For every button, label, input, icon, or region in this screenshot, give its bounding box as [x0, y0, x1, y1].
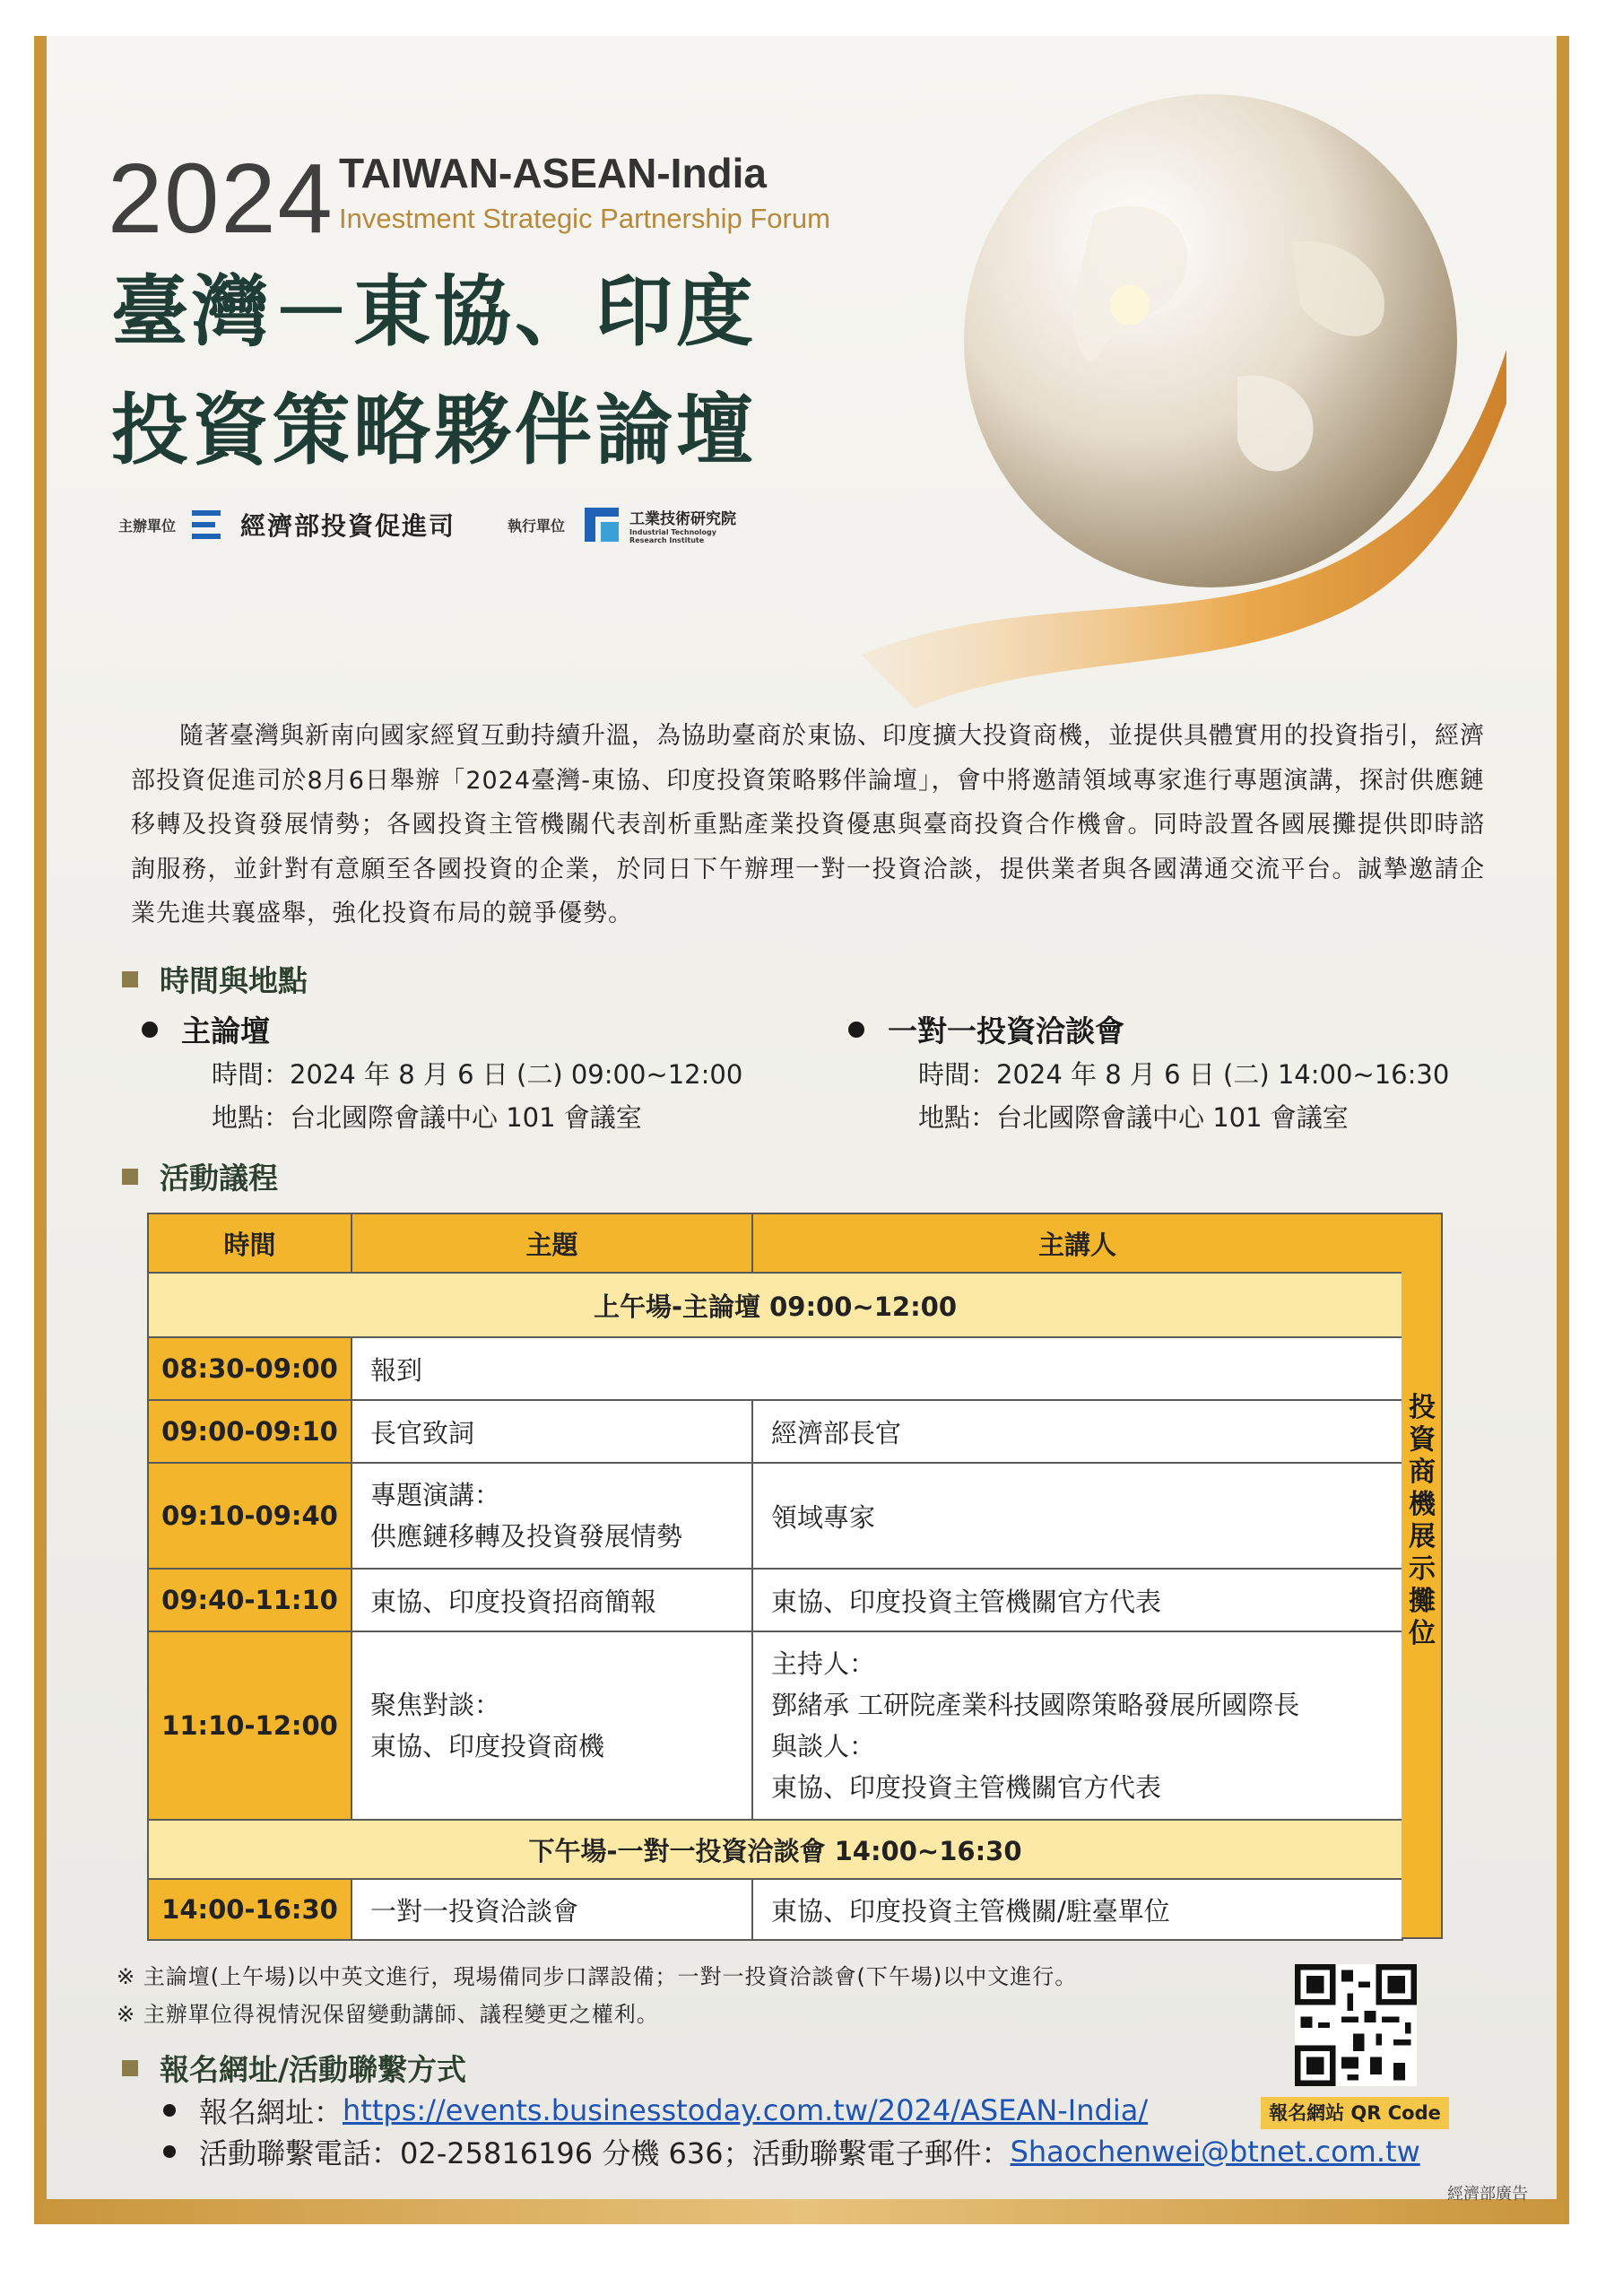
- side-char: 展: [1409, 1521, 1436, 1552]
- bullet-icon: [142, 1022, 158, 1038]
- registration-row: [163, 2090, 1148, 2131]
- agenda-table: [147, 1213, 1403, 1941]
- col-header-time: 時間: [148, 1213, 352, 1273]
- row-speaker: 東協、印度投資主管機關/駐臺單位: [752, 1879, 1402, 1940]
- table-row: [148, 1400, 1402, 1463]
- table-row: [148, 1337, 1402, 1400]
- executor-name-en-1: Industrial Technology: [629, 527, 716, 536]
- col-header-topic: 主題: [352, 1213, 752, 1273]
- main-forum-heading: [142, 1008, 270, 1050]
- registration-link[interactable]: https://events.businesstoday.com.tw/2024/ASEAN-India/: [343, 2093, 1149, 2127]
- row-speaker: 領域專家: [752, 1463, 1402, 1569]
- row-time: 09:40-11:10: [148, 1569, 352, 1631]
- row-topic-line2: 東協、印度投資商機: [370, 1731, 605, 1761]
- row-topic: 報到: [352, 1337, 1402, 1400]
- intro-paragraph: 隨著臺灣與新南向國家經貿互動持續升溫，為協助臺商於東協、印度擴大投資商機，並提供具體實用的投資指引，經濟部投資促進司於8月6日舉辦「2024臺灣-東協、印度投資策略夥伴論壇」，會中將邀請領域專家進行專題演講，探討供應鏈移轉及投資發展情勢；各國投資主管機關代表剖析重點產業投資優惠與臺商投資合作機會。同時設置各國展攤提供即時諮詢服務，並針對有意願至各國投資的企業，於同日下午辦理一對一投資洽談，提供業者與各國溝通交流平台。誠摯邀請企業先進共襄盛舉，強化投資布局的競爭優勢。: [131, 722, 1485, 927]
- title-zh-line2: 投資策略夥伴論壇: [111, 386, 757, 475]
- title-en-line2: Investment Strategic Partnership Forum: [339, 203, 830, 234]
- table-row: [148, 1463, 1402, 1569]
- moea-logo-icon: [192, 509, 221, 541]
- note-rights: ※ 主辦單位得視情況保留變動講師、議程變更之權利。: [117, 2002, 659, 2027]
- bullet-icon: [163, 2145, 176, 2158]
- row-speaker: [752, 1631, 1402, 1820]
- ministry-ad-tag: 經濟部廣告: [1447, 2185, 1528, 2204]
- side-char: 商: [1409, 1457, 1436, 1488]
- table-row: [148, 1879, 1402, 1940]
- row-topic: 東協、印度投資招商簡報: [352, 1569, 752, 1631]
- organizer-caption: 主辦單位: [118, 517, 177, 535]
- section-title: 時間與地點: [160, 963, 308, 998]
- row-topic-line2: 供應鏈移轉及投資發展情勢: [370, 1521, 683, 1552]
- exhibit-booth-label: [1402, 1392, 1443, 1650]
- globe-illustration: [861, 81, 1506, 709]
- title-en-line1: TAIWAN-ASEAN-India: [339, 150, 768, 196]
- section-heading-agenda: [122, 1155, 278, 1197]
- bullet-icon: [848, 1022, 864, 1038]
- bottom-border: [34, 2199, 1569, 2224]
- row-time: 08:30-09:00: [148, 1337, 352, 1400]
- row-time: 11:10-12:00: [148, 1631, 352, 1820]
- section-heading-contact: [122, 2047, 466, 2089]
- registration-label: 報名網址：: [199, 2095, 343, 2129]
- event-year: 2024: [108, 144, 334, 254]
- one-on-one-place: 地點：台北國際會議中心 101 會議室: [918, 1102, 1349, 1133]
- bullet-icon: [163, 2104, 176, 2117]
- row-topic-line1: 聚焦對談：: [370, 1690, 501, 1720]
- row-speaker-line2: 鄧緒承 工研院產業科技國際策略發展所國際長: [771, 1690, 1300, 1720]
- section-heading-time-place: [122, 958, 308, 1000]
- col-header-speaker: 主講人: [752, 1213, 1402, 1273]
- itri-logo-icon: [581, 504, 622, 545]
- square-bullet-icon: [122, 971, 138, 987]
- afternoon-band: 下午場-一對一投資洽談會 14:00~16:30: [148, 1820, 1402, 1879]
- row-topic: [352, 1463, 752, 1569]
- one-on-one-info: [918, 1053, 1449, 1139]
- row-topic-line1: 專題演講：: [370, 1480, 501, 1510]
- row-speaker-line4: 東協、印度投資主管機關官方代表: [771, 1772, 1162, 1803]
- side-char: 投: [1409, 1392, 1436, 1423]
- square-bullet-icon: [122, 1169, 138, 1185]
- executor-name-zh: 工業技術研究院: [629, 509, 737, 528]
- qr-code-icon[interactable]: [1295, 1964, 1417, 2086]
- side-char: 資: [1409, 1424, 1436, 1456]
- one-on-one-time: 時間：2024 年 8 月 6 日 (二) 14:00~16:30: [918, 1059, 1450, 1090]
- contact-row: [163, 2131, 1420, 2172]
- side-char: 示: [1409, 1553, 1436, 1585]
- organizer-row: [118, 502, 736, 547]
- note-language: ※ 主論壇(上午場)以中英文進行，現場備同步口譯設備；一對一投資洽談會(下午場)以中文進行。: [117, 1964, 1078, 1989]
- row-topic: [352, 1631, 752, 1820]
- row-speaker-line1: 主持人：: [771, 1648, 876, 1679]
- executor-name: [629, 506, 736, 544]
- morning-band: 上午場-主論壇 09:00~12:00: [148, 1273, 1402, 1337]
- row-topic: 一對一投資洽談會: [352, 1879, 752, 1940]
- row-time: 09:00-09:10: [148, 1400, 352, 1463]
- main-forum-place: 地點：台北國際會議中心 101 會議室: [212, 1102, 642, 1133]
- main-forum-title: 主論壇: [181, 1013, 270, 1048]
- side-char: 攤: [1409, 1586, 1436, 1617]
- organizer-name: 經濟部投資促進司: [240, 511, 456, 541]
- row-speaker: 經濟部長官: [752, 1400, 1402, 1463]
- afternoon-band-row: [148, 1820, 1402, 1879]
- side-char: 機: [1409, 1489, 1436, 1520]
- qr-code-label: 報名網站 QR Code: [1261, 2097, 1449, 2129]
- row-topic: 長官致詞: [352, 1400, 752, 1463]
- table-header-row: [148, 1213, 1402, 1273]
- row-time: 14:00-16:30: [148, 1879, 352, 1940]
- side-char: 位: [1409, 1618, 1436, 1649]
- table-row: [148, 1569, 1402, 1631]
- contact-email-link[interactable]: Shaochenwei@btnet.com.tw: [1010, 2135, 1420, 2169]
- row-time: 09:10-09:40: [148, 1463, 352, 1569]
- row-speaker: 東協、印度投資主管機關官方代表: [752, 1569, 1402, 1631]
- main-forum-time: 時間：2024 年 8 月 6 日 (二) 09:00~12:00: [212, 1059, 743, 1090]
- square-bullet-icon: [122, 2060, 138, 2076]
- executor-name-en-2: Research Institute: [629, 535, 705, 544]
- title-zh-line1: 臺灣－東協、印度: [111, 267, 757, 357]
- section-title: 報名網址/活動聯繫方式: [160, 2052, 467, 2087]
- one-on-one-heading: [848, 1008, 1124, 1050]
- table-row: [148, 1631, 1402, 1820]
- contact-phone-label: 活動聯繫電話：02-25816196 分機 636；活動聯繫電子郵件：: [199, 2136, 1011, 2170]
- executor-caption: 執行單位: [508, 517, 566, 535]
- morning-band-row: [148, 1273, 1402, 1337]
- section-title: 活動議程: [160, 1161, 278, 1196]
- row-speaker-line3: 與談人：: [771, 1731, 876, 1761]
- main-forum-info: [212, 1053, 742, 1139]
- one-on-one-title: 一對一投資洽談會: [888, 1013, 1124, 1048]
